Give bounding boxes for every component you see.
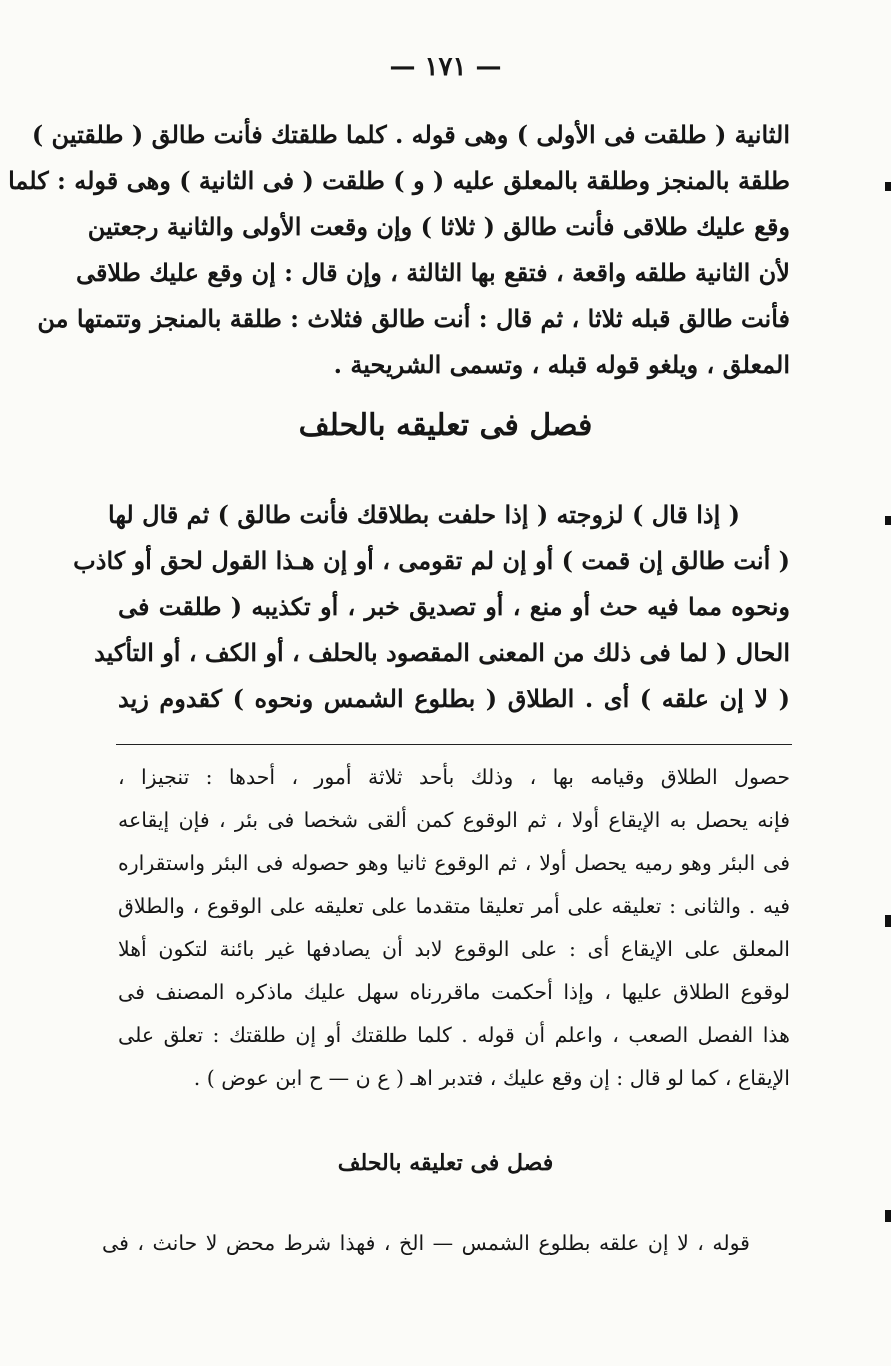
text-line: ( إذا قال ) لزوجته ( إذا حلفت بطلاقك فأنت طالق ) ثم قال لها xyxy=(108,500,740,529)
commentary-line: فى البئر وهو رميه يحصل أولا ، ثم الوقوع ثانيا وهو حصوله فى البئر واستقراره xyxy=(118,851,790,875)
text-line: المعلق ، ويلغو قوله قبله ، وتسمى الشريحية . xyxy=(333,350,790,379)
text-line: ( أنت طالق إن قمت ) أو إن لم تقومى ، أو إن هـذا القول لحق أو كاذب xyxy=(73,546,790,575)
commentary-line: حصول الطلاق وقيامه بها ، وذلك بأحد ثلاثة أمور ، أحدها : تنجيزا ، xyxy=(118,765,790,789)
text-line: ونحوه مما فيه حث أو منع ، أو تصديق خبر ، أو تكذيبه ( طلقت فى xyxy=(118,592,790,621)
commentary-line: المعلق على الإيقاع أى : على الوقوع لابد أن يصادفها غير بائنة لتكون أهلا xyxy=(118,937,790,961)
text-line: الثانية ( طلقت فى الأولى ) وهى قوله . كلما طلقتك فأنت طالق ( طلقتين ) xyxy=(31,120,790,149)
text-line: الحال ( لما فى ذلك من المعنى المقصود بالحلف ، أو الكف ، أو التأكيد xyxy=(94,638,790,667)
commentary-line: فإنه يحصل به الإيقاع أولا ، ثم الوقوع كمن ألقى شخصا فى بئر ، فإن إيقاعه xyxy=(118,808,790,832)
commentary-paragraph-1 xyxy=(118,756,790,1100)
commentary-line: هذا الفصل الصعب ، واعلم أن قوله . كلما طلقتك أو إن طلقتك : تعلق على xyxy=(118,1023,790,1047)
commentary-line: فيه . والثانى : تعليقه على أمر تعليقا متقدما على تعليقه على الوقوع ، والطلاق xyxy=(118,894,790,918)
text-line: طلقة بالمنجز وطلقة بالمعلق عليه ( و ) طلقت ( فى الثانية ) وهى قوله : كلما xyxy=(8,166,790,195)
page-number: — ١٧١ — xyxy=(389,52,502,82)
text-line: وقع عليك طلاقى فأنت طالق ( ثلاثا ) وإن وقعت الأولى والثانية رجعتين xyxy=(87,212,790,241)
commentary-paragraph-2 xyxy=(102,1222,750,1265)
text-line: ( لا إن علقه ) أى . الطلاق ( بطلوع الشمس ونحوه ) كقدوم زيد xyxy=(118,684,790,713)
footnote-divider xyxy=(116,744,792,745)
section-heading-commentary: فصل فى تعليقه بالحلف xyxy=(337,1150,554,1176)
main-text-paragraph-1 xyxy=(8,112,790,388)
commentary-line: لوقوع الطلاق عليها ، وإذا أحكمت ماقررناه سهل عليك ماذكره المصنف فى xyxy=(118,980,790,1004)
margin-mark xyxy=(885,516,891,525)
section-heading-main: فصل فى تعليقه بالحلف xyxy=(298,408,593,443)
commentary-line: الإيقاع ، كما لو قال : إن وقع عليك ، فتدبر اهـ ( ع ن — ح ابن عوض ) . xyxy=(193,1066,790,1090)
margin-mark xyxy=(885,915,891,927)
text-line: فأنت طالق قبله ثلاثا ، ثم قال : أنت طالق فثلاث : طلقة بالمنجز وتتمتها من xyxy=(37,304,790,333)
text-line: لأن الثانية طلقه واقعة ، فتقع بها الثالثة ، وإن قال : إن وقع عليك طلاقى xyxy=(75,258,790,287)
main-text-paragraph-2 xyxy=(73,492,790,722)
margin-mark xyxy=(885,1210,891,1222)
commentary-line: قوله ، لا إن علقه بطلوع الشمس — الخ ، فهذا شرط محض لا حانث ، فى xyxy=(102,1231,750,1255)
margin-mark xyxy=(885,182,891,191)
